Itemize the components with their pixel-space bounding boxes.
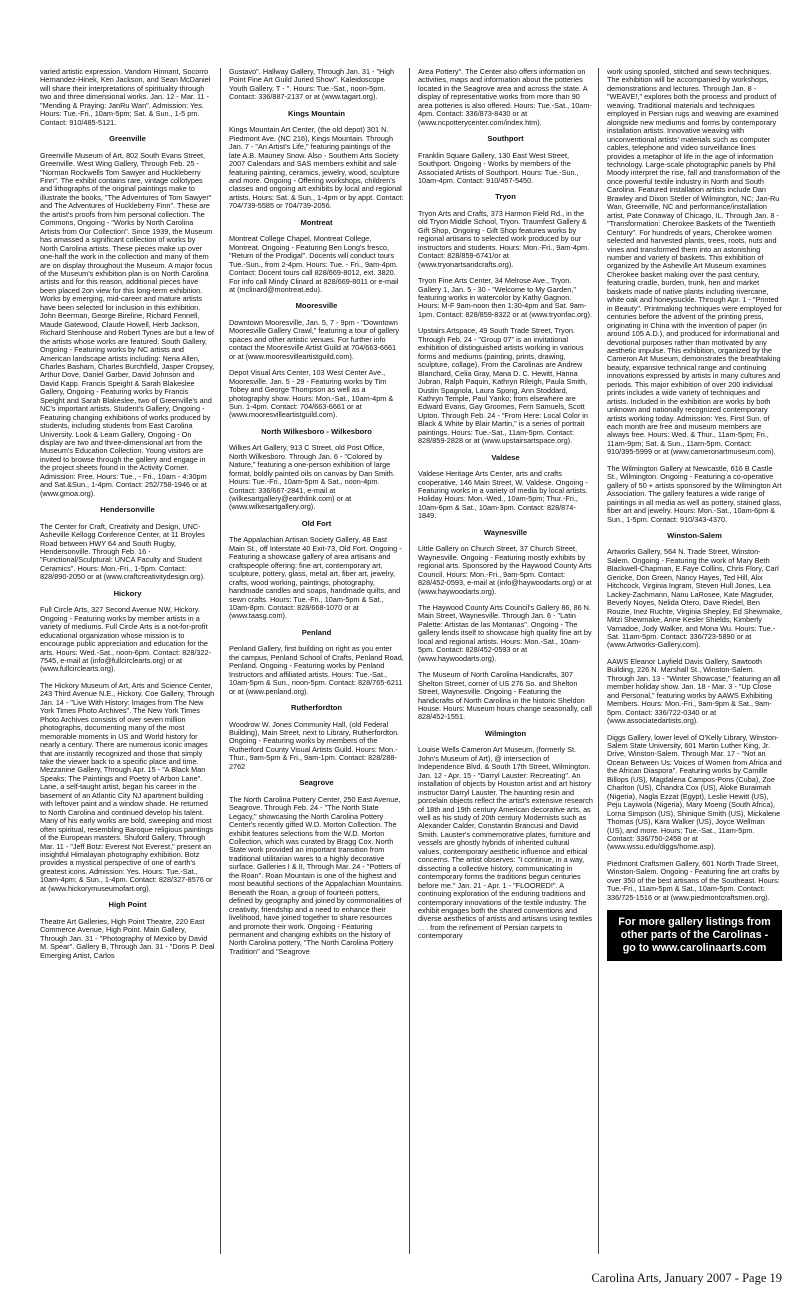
- gallery-listing: The Center for Craft, Creativity and Design, UNC-Asheville Kellogg Conference Center, at 11 Broyles Road between HWY 64 and South Rugby, Hendersonville. Through Feb. 16 - "Functional/Sculptural: UNCA Faculty and Student Ceramics". Hours: Mon.-Fri., 1-5pm. Contact: 828/890-2050 or at (www.craftcreativitydesign.org).: [40, 521, 206, 582]
- column-4: [607, 68, 782, 1254]
- listing-columns: [40, 68, 782, 1254]
- gallery-listing: Depot Visual Arts Center, 103 West Center Ave., Mooresville. Jan. 5 - 29 - Featuring works by Tim Tobey and George Thompson as well as a photography show. Hours: Mon.-Sat., 10am-4pm & Sun. 1-4pm. Contact: 704/663-6661 or at (www.mooresvilleartistguild.com).: [229, 368, 394, 420]
- gallery-listing: Franklin Square Gallery, 130 East West Street, Southport. Ongoing - Works by members of the Associated Artists of Southport. Hours: Tue.-Sun., 10am-4pm. Contact: 910/457-5450.: [418, 150, 579, 185]
- city-heading: Old Fort: [301, 518, 332, 528]
- page-footer: Carolina Arts, January 2007 - Page 19: [591, 1271, 782, 1285]
- city-heading: High Point: [108, 900, 147, 910]
- gallery-listing: The Wilmington Gallery at Newcastle, 616 B Castle St., Wilmington. Ongoing - Featuring a co-operative gallery of 50 + artists sponsored by the Wilmington Art Association. The gallery features a wide range of paintings in all media as well as pottery, stained glass, fiber art and jewelry. Hours: Mon.-Sat., 10am-6pm & Sun., 1-5pm. Contact: 910/343-4370.: [607, 463, 782, 524]
- gallery-listing: AAWS Eleanor Layfield Davis Gallery, Sawtooth Building, 226 N. Marshall St., Winston-Salem. Through Jan. 13 - "Winter Showcase," featuring an all member holiday show. Jan. 18 - Mar. 3 - "Up Close and Personal," featuring works by AAWS Exhibiting Members. Hours: Mon.-Fri., 9am-9pm & Sat., 9am-5pm. Contact: 336/722-0340 or at (www.associatedartists.org).: [607, 656, 781, 726]
- gallery-listing: Gustavo". Hallway Gallery, Through Jan. 31 - "High Point Fine Art Guild Juried Show". Kaleidoscope Youth Gallery, T - ". Hours: Tue.-Sat., noon-5pm. Contact: 336/887-2137 or at (www.tagart.org).: [229, 68, 395, 102]
- city-heading: Hendersonville: [100, 505, 155, 515]
- gallery-listing: Valdese Heritage Arts Center, arts and crafts cooperative, 146 Main Street, W. Valdese. Ongoing - Featuring works in a variety of media by local artists. Holiday Hours: Mon.-Wed., 10am-5pm; Thur.-Fri., 10am-6pm & Sat., 10am-3pm. Contact: 828/874-1849.: [418, 469, 588, 521]
- gallery-listing: Kings Mountain Art Center, (the old depot) 301 N. Piedmont Ave. (NC 216), Kings Mountain. Through Jan. 7 - "An Artist's Life," featuring paintings of the late A.B. Mauney Snow. Also - Southern Arts Society 2007 Calendars and SAS members exhibit and sale featuring painting, ceramics, jewelry, wood, sculpture and more. Ongoing - Offering workshops, children's classes and ongoing art exhibits by local and regional artists. Hours: Sat. & Sun., 1-4pm or by appt. Contact: 704/739-5585 or 704/739-2056.: [229, 125, 404, 211]
- gallery-listing: Downtown Mooresville, Jan. 5, 7 - 9pm - "Downtown Mooresville Gallery Crawl," featuring a tour of gallery spaces and other artistic venues. For further info contact the Mooresville Artist Guild at 704/663-6661 or at (www.mooresvilleartistguild.com).: [229, 317, 400, 361]
- gallery-listing: Tryon Arts and Crafts, 373 Harmon Field Rd., in the old Tryon Middle School, Tryon. Traumfest Gallery & Gift Shop, Ongoing - Gift Shop features works by regional artisans to selected work produced by our instructors and students. Hours: Mon.-Fri., 9am-4pm. Contact: 828/859-6741/or at (www.tryonartsandcrafts.org).: [418, 208, 590, 269]
- city-heading: Tryon: [495, 192, 516, 202]
- gallery-listing: The Appalachian Artisan Society Gallery, 48 East Main St., off Interstate 40 Exit-73, Old Fort. Ongoing - Featuring a showcase gallery of area artisans and craftspeople offering: fine art, contemporary art, sculpture, pottery, glass, metal art, fiber art, jewelry, crafts, wood working, paintings, photography, handmade candles and soaps, handmade quilts, and sewn crafts. Hours: Tue.-Fri., 10am-5pm & Sat., 10am-8pm. Contact: 828/668-1070 or at (www.taasg.com).: [229, 535, 402, 621]
- gallery-listing: Full Circle Arts, 327 Second Avenue NW, Hickory. Ongoing - Featuring works by member artists in a variety of mediums. Full Circle Arts is a not-for-profit educational organization whose mission is to encourage public appreciation and education for the arts. Hours: Wed.-Sat., noon-6pm. Contact: 828/322-7545, e-mail at (info@fullcirclearts.org) or at (www.fullcirclearts.org).: [40, 605, 212, 674]
- gallery-listing: Theatre Art Galleries, High Point Theatre, 220 East Commerce Avenue, High Point. Main Gallery, Through Jan. 31 - "Photography of Mexico by David M. Spear". Gallery B, Through Jan. 31 - "Doris P. Deal Emerging Artist, Carlos: [40, 916, 215, 960]
- gallery-listing: The Museum of North Carolina Handicrafts, 307 Shelton Street, corner of US 276 So. and Shelton Street, Waynesville. Ongoing - Featuring the handicrafts of North Carolina in the historic Sheldon House. Hours: Museum hours change seasonally, call 828/452-1551.: [418, 670, 592, 722]
- city-heading: Seagrove: [299, 778, 334, 788]
- city-heading: Greenville: [109, 134, 146, 144]
- city-heading: Southport: [487, 134, 524, 144]
- gallery-listing: varied artistic expression. Vandorn Hinnant, Socorro Hernandez-Hinek, Ken Jackson, and Sean McDaniel will share their interpretations of spirituality through two and three dimensional works. Jan. 12 - Mar. 11 - "Mending & Praying: JanRu Wan". Admission: Yes. Hours: Tue.-Fri., 10am-5pm; Sat. & Sun., 1-5 pm. Contact: 910/485-5121.: [40, 68, 211, 127]
- gallery-listing: Penland Gallery, first building on right as you enter the campus, Penland School of Crafts, Penland Road, Penland. Ongoing - Featuring works by Penland Instructors and affiliated artists. Hours: Tue.-Sat., 10am-5pm & Sun., noon-5pm. Contact: 828/765-6211 or at (www.penland.org).: [229, 644, 404, 696]
- promo-box: For more gallery listings from other parts of the Carolinas - go to www.carolinaarts.com: [607, 910, 782, 961]
- gallery-listing: Upstairs Artspace, 49 South Trade Street, Tryon. Through Feb. 24 - "Group 07" is an invitational exhibition of distinguished artists working in various forms and mediums (painting, prints, drawing, sculpture, collage). From the Carolinas are Andrew Blanchard, Celia Gray, Mana D. C. Hewitt, Hanna Jubran, Ralph Paquin, Kathryn Rileigh, Paula Smith, Dustin Spagnola, Laura Spong, Ann Stoddard, Kathryn Temple, Paul Yanko; from elsewhere are Edward Evans, Gay Groomes, Fern Samuels, Scott Upton. Through Feb. 24 - "From Here: Local Color in Black & White by Blair Martin," is a series of portrait paintings. Hours: Tue.-Sat., 11am-5pm. Contact: 828/859-2828 or at (www.upstairsartspace.org).: [418, 326, 588, 446]
- gallery-listing: Piedmont Craftsmen Gallery, 601 North Trade Street, Winston-Salem. Ongoing - Featuring fine art crafts by over 350 of the best artisans of the Southeast. Hours: Tue.-Fri., 11am-5pm & Sat., 10am-5pm. Contact: 336/725-1516 or at (www.piedmontcraftsmen.org).: [607, 858, 780, 902]
- gallery-listing: Montreat College Chapel, Montreat College, Montreat. Ongoing - Featuring Ben Long's fresco, "Return of the Prodigal". Docents will conduct tours Tue.-Sun., from 2-4pm. Hours: Tue. - Fri., 9am-4pm. Contact: Docent tours call 828/669-8012, ext. 3820. For info call Mindy Clinard at 828/669-8011 or e-mail at (mclinard@montreat.edu).: [229, 234, 399, 294]
- gallery-listing: The Haywood County Arts Council's Gallery 86, 86 N. Main Street, Waynesville. Through Jan. 6 - "Latin Palette: Artistas de las Montanas". Ongoing - The gallery lends itself to showcase high quality fine art by local and regional artists. Hours: Mon.-Sat., 10am-5pm. Contact: 828/452-0593 or at (www.haywoodarts.org).: [418, 603, 592, 663]
- gallery-listing: Little Gallery on Church Street, 37 Church Street, Waynesville. Ongoing - Featuring mostly exhibits by regional arts. Sponsored by the Haywood County Arts Council. Hours: Mon.-Fri., 9am-5pm. Contact: 828/452-0593, e-mail at (info@haywoodarts.org) or at (www.haywoodarts.org).: [418, 544, 592, 596]
- city-heading: North Wilkesboro - Wilkesboro: [261, 426, 372, 436]
- column-2: [229, 68, 410, 1254]
- city-heading: Rutherfordton: [290, 703, 343, 713]
- gallery-listing: Tryon Fine Arts Center, 34 Melrose Ave., Tryon. Gallery 1, Jan. 5 - 30 - "Welcome to My Garden," featuring works in watercolor by Kathy Gagnon. Hours: M-F 9am-noon then 1:30-4pm and Sat. 9am-1pm. Contact: 828/859-8322 or at (www.tryonfac.org).: [418, 276, 592, 319]
- gallery-listing: Diggs Gallery, lower level of O'Kelly Library, Winston-Salem State University, 601 Martin Luther King, Jr. Drive, Winston-Salem. Through Mar. 17 - "Not an Ocean Between Us: Voices of Women from Africa and the African Diaspora". Featuring works by Camille Billops (US), Magdalena Campos-Pons (Cuba), Zoe Charlton (US), Chandra Cox (US), Aloke Buraimah (Nigeria), Nagla Ezzat (Egypt), Leslie Hewitt (US), Peju Layiwola (Nigeria), Mary Moeng (South Africa), Lorna Simpson (US), Shinique Smith (US), Mickalene Thomas (US), Kara Walker (US), Joyce Wellman (US), and more. Hours: Tue.-Sat., 11am-5pm. Contact: 336/750-2458 or at (www.wssu.edu/diggs/home.asp).: [607, 732, 782, 852]
- city-heading: Mooresville: [295, 301, 338, 311]
- city-heading: Valdese: [491, 452, 520, 462]
- gallery-listing: Louise Wells Cameron Art Museum, (formerly St. John's Museum of Art), @ intersection of Independence Blvd. & South 17th Street, Wilmington. Jan. 12 - Apr. 15 - "Darryl Lauster: Recreating". An installation of objects by Houston artist and art history instructor Darryl Lauster. The haunting resin and porcelain objects reflect the artist's extensive research of 18th and 19th century American decorative arts, as well as his study of 20th century Modernists such as Alexander Calder, Constantin Brancusi and David Smith. Lauster's commemorative plates, furniture and vessels are ghostly hybrids of inherited cultural values, contemporary aesthetic influence and ethical concerns. The artist observes: "I continue, in a way, dissecting a collective history, communicating in contemporary forms the traditions begun centuries before me." Jan. 21 - Apr. 1 - "FLOORED!". A continuing exploration of the enduring traditions and contemporary innovations of the textile industry. The exhibit engages both the shared conventions and diverse aesthetics of artists and artisans using textiles . . . from the refinement of Persian carpets to contemporary: [418, 745, 593, 941]
- gallery-listing: Artworks Gallery, 564 N. Trade Street, Winston-Salem. Ongoing - Featuring the work of Mary Beth Blackwell-Chapman, E.Faye Collins, Chris Flory, Carl Gericke, Don Green, Nancy Hayes, Ted Hill, Alix Hitchcock, Virginia Ingram, Steven Hull Jones, Lea Lackey-Zachmann, Nanu LaRosee, Kate Magruder, Beverly Noyes, Nelida Otero, Dave Riedel, Ben Rouzie, Inez Ruchte, Virginia Shepley, Ed Shewmake, Mitzi Shewmake, Anne Kesler Shields, Kimberly Varnadoe, Jody Walker, and Mona Wu. Hours: Tue.- Sat. 11am-5pm. Contact: 336/723-5890 or at (www.Artworks-Gallery.com).: [607, 547, 782, 650]
- gallery-listing: Wilkes Art Gallery, 913 C Street, old Post Office, North Wilkesboro. Through Jan. 6 - "Colored by Nature," featuring a one-person exhibition of large format, boldly painted oils on canvas by Dan Smith. Hours: Tue.-Fri., 10am-5pm & Sat., noon-4pm. Contact: 336/667-2841, e-mail at (wilkesartgallery@earthlink.com) or at (www.wilkesartgallery.org).: [229, 443, 395, 512]
- newspaper-page: [40, 68, 782, 1258]
- city-heading: Waynesville: [483, 527, 528, 537]
- city-heading: Penland: [301, 627, 332, 637]
- column-3: [418, 68, 599, 1254]
- gallery-listing: The North Carolina Pottery Center, 250 East Avenue, Seagrove. Through Feb. 24 - "The North State Legacy," showcasing the North Carolina Pottery Center's recently gifted W.D. Morton Collection. The exhibit features selections from the W.D. Morton Collection, which was curated by Bragg Cox. North State work provided an important transition from traditional utilitarian wares to a highly decorative surface. Galleries I & II, Through Mar. 24 - "Potters of the Roan". Roan Mountain is one of the highest and most beautiful sections of the Appalachian Mountains. Beneath the Roan, a group of fourteen potters, defined by geography and joined by commonalities of creativity, friendship and a need to enhance their livelihood, have joined together to share resources and promote their work. Ongoing - Featuring permanent and changing exhibits on the history of North Carolina pottery, "The North Carolina Pottery Tradition" and "Seagrove: [229, 794, 404, 956]
- column-4-listings: [607, 68, 782, 902]
- gallery-listing: work using spooled, stitched and sewn techniques. The exhibition will be accompanied by workshops, demonstrations and lectures. Through Jan. 8 - "WEAVE!," explores both the process and product of weaving. Traditional materials and techniques employed in Persian rugs and weaving are examined alongside new mediums and forms by contemporary installation artists. Innovative weaving with unconventional artists' materials such as computer cables, telephone and video surveillance lines provides a metaphor of life in the age of information technology. Large-scale photographic panels by Phil Moody interpret the rise, fall and transformation of the once powerful textile industry in North and South Carolina. Featured installation artists include Dan Brawley and Dixon Stetler of Wilmington, NC; Jan-Ru Wan, Greenville, NC and performance/installation artist, Pate Conaway of Chicago, IL. Through Jan. 8 - "Transformation: Cherokee Baskets of the Twentieth Century". For hundreds of years, Cherokee women selected and harvested plants, trees, roots, nuts and vines and transformed them into an astonishing number and variety of baskets. This exhibition of organized by the Asheville Art Museum examines Cherokee basket making over the past century, featuring cradle, burden, trunk, hen and market baskets made of native plants including rivercane, white oak and honeysuckle. Through Apr. 1 - "Printed in Beauty". Printmaking techniques were employed for centuries before the advent of the printing press, originating in China with the invention of paper (in around 105 A.D.), and produced for informational and devotional purposes rather than motivated by any aesthetic impulse. This exhibition, organized by the Cameron Art Museum, demonstrates the breathtaking beauty, expansive technical range and continuing innovations expressed by artists in many cultures and periods. This major exhibition of over 200 individual prints includes a wide variety of techniques and artists. Included in the exhibition are works by both unknown and nationally recognized contemporary artists working today. Admission: Yes. First Sun. of each month are free and museum members are always free. Hours: Wed. & Thur., 11am-5pm; Fri., 11am-9pm; Sat. & Sun., 11am-5pm. Contact: 910/395-5999 or at (www.cameronartmuseum.com).: [607, 68, 782, 457]
- gallery-listing: Greenville Museum of Art, 802 South Evans Street, Greenville. West Wing Gallery, Through Feb. 25 - "Norman Rockwells Tom Sawyer and Huckleberry Finn". The exhibit contains rare, vintage collotypes and lithographs of the original paintings make to illustrate the books, "The Adventures of Tom Sawyer" and The Adventures of Huckleberry Finn". These are the artist's proofs from him personal collection. The Commons, Ongoing - "Works by North Carolina Artists from Our Collection". Since 1939, the Museum has amassed a significant collection of works by North Carolina artists. These pieces make up over one-half the work in the collection and many of them are on display throughout the Museum. A major focus of the Museum's exhibition plan is on North Carolina artists and for this reason, additional pieces have been placed 2on view for this long-term exhibition. Works by emerging, mid-career and mature artists have been selected for inclusion in this exhibition. John Beerman, George Bireline, Richard Fennell, Maude Gatewood, Claude Howell, Herb Jackson, Richard Stenhouse and Robert Tynes are but a few of the artists whose works are featured. South Gallery, Ongoing - Featuring works by NC artists and American landscape artists including: Nena Allen, Charles Basham, Charles Burchfield, Jasper Cropsey, Arthur Dove, Daniel Garber, David Johnson and David Kapp. Francis Speight & Sarah Blakeslee Gallery, Ongoing - Featuring works by Francis Speight and Sarah Blakeslee, two of Greenville's and NC's important artists. Student's Gallery, Ongoing - Featuring changing exhibitions of works produced by students, including students from East Carolina University. Look & Learn Gallery, Ongoing - On display are two and three-dimensional art from the Museum's Education Collection. Young visitors are invited to browse through the gallery and engage in the project sheets found in the Activity Corner. Admission: Free. Hours: Tue., - Fri., 10am - 4:30pm and Sat.&Sun., 1-4pm. Contact: 252/758-1946 or at (www.gmoa.org).: [40, 150, 215, 498]
- city-heading: Montreat: [300, 217, 333, 227]
- gallery-listing: Woodrow W. Jones Community Hall, (old Federal Building), Main Street, next to Library, Rutherfordton. Ongoing - Featuring works by members of the Rutherford County Visual Artists Guild. Hours: Mon.-Thur., 9am-5pm & Fri., 9am-1pm. Contact: 828/288-2762: [229, 719, 400, 771]
- gallery-listing: Area Pottery". The Center also offers information on activities, maps and information about the potteries located in the Seagrove area and across the state. A display of representative works from more than 90 area potteries is also offered. Hours: Tue.-Sat., 10am-4pm. Contact: 336/873-8430 or at (www.ncpotterycenter.com/index.htm).: [418, 68, 592, 127]
- city-heading: Hickory: [113, 588, 142, 598]
- city-heading: Wilmington: [484, 728, 527, 738]
- column-1: [40, 68, 221, 1254]
- gallery-listing: The Hickory Museum of Art, Arts and Science Center, 243 Third Avenue N.E., Hickory. Coe Gallery, Through Jan. 14 - "Live With History: Images from The New York Times Photo Archives". The New York Times Photo Archives consists of over seven million photographs, documenting many of the most memorable moments in US and World history for nearly a century. There are numerous iconic images that are instantly recognized and those that simply take the viewer back to a specific place and time. Mezzanine Gallery, Through Apr. 15 - "A Black Man Speaks: The Paintings and Poetry of Arbon Lane". Lane, a self-taught artist, began his career in the basement of an Atlantic City NJ apartment building with leftover paint and a window shade. He returned to North Carolina and continued develop his talent. Many of his early works are bold, sweeping and most often spiritual, resembling Baroque religious paintings of the European masters. Shuford Gallery, Through Mar. 11 - "Jeff Botz: Everest Not Everest," present an insightful Himalayan photography exhibition. Botz provides a mystical perspective of one of earth's greatest icons. Admission: Yes. Hours: Tue.-Sat., 10am-4pm; & Sun., 1-4pm. Contact: 828/327-8576 or at (www.hickorymuseumofart.org).: [40, 680, 215, 893]
- city-heading: Winston-Salem: [667, 531, 722, 541]
- city-heading: Kings Mountain: [288, 108, 345, 118]
